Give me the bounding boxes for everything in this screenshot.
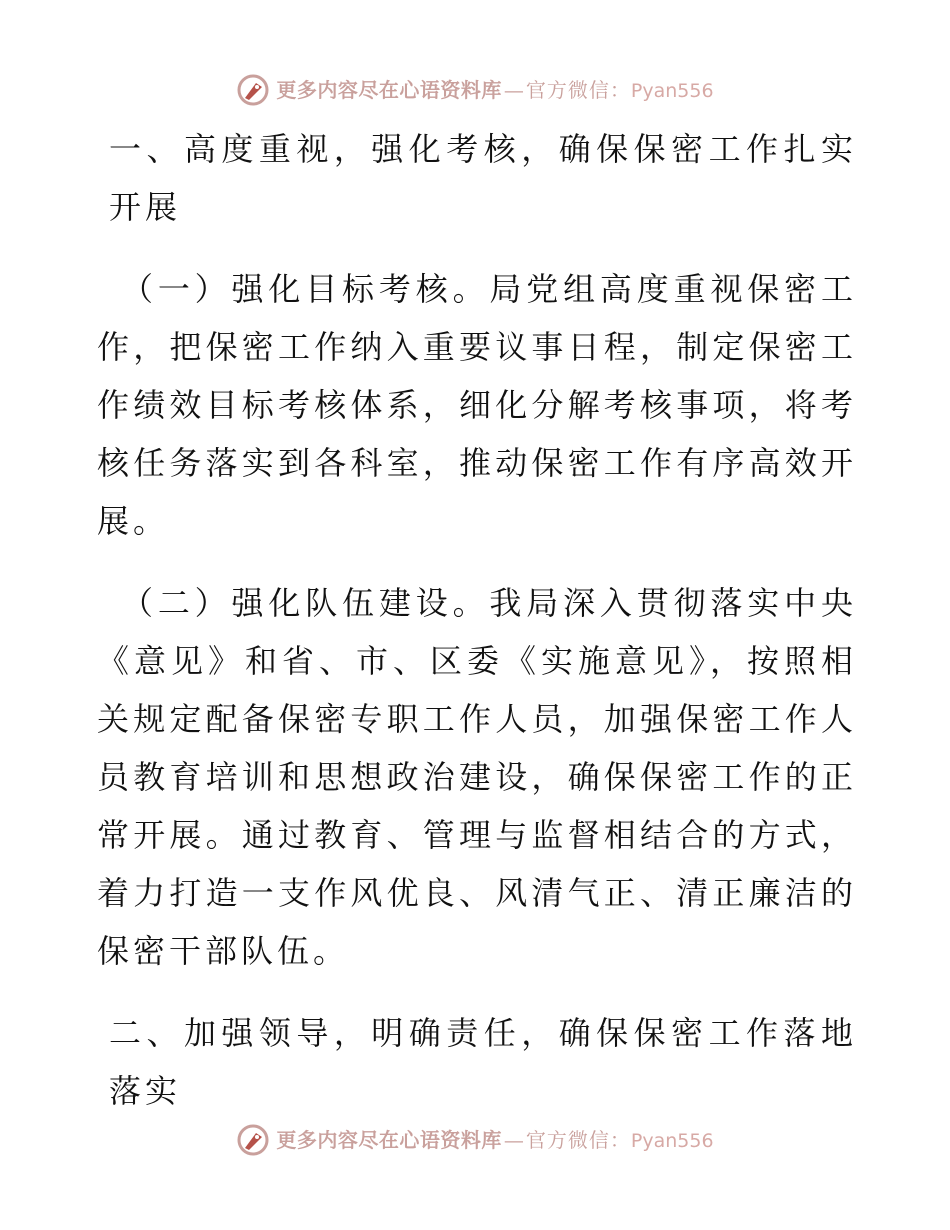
watermark-separator: — <box>503 77 524 102</box>
header-watermark <box>0 70 950 110</box>
pen-nib-circle-icon <box>236 1123 270 1157</box>
section-heading-1: 一、高度重视，强化考核，确保保密工作扎实开展 <box>109 130 857 226</box>
watermark-brand: 更多内容尽在心语资料库 <box>276 77 502 102</box>
watermark-wechat-id: Pyan556 <box>630 1129 714 1152</box>
watermark-separator: — <box>503 1127 524 1152</box>
paragraph-gap <box>97 980 857 1004</box>
watermark-brand: 更多内容尽在心语资料库 <box>276 1127 502 1152</box>
section-heading-2: 二、加强领导，明确责任，确保保密工作落地落实 <box>109 1014 857 1110</box>
watermark-text <box>276 77 714 102</box>
watermark-wechat-id: Pyan556 <box>630 79 714 102</box>
watermark-label: 官方微信： <box>525 1127 631 1152</box>
watermark-text <box>276 1127 714 1152</box>
watermark-label: 官方微信： <box>525 77 631 102</box>
pen-nib-circle-icon <box>236 73 270 107</box>
paragraph-gap <box>97 236 857 260</box>
footer-watermark <box>0 1120 950 1160</box>
paragraph-1: （一）强化目标考核。局党组高度重视保密工作，把保密工作纳入重要议事日程，制定保密工作绩效目标考核体系，细化分解考核事项，将考核任务落实到各科室，推动保密工作有序高效开展。 <box>97 270 857 540</box>
paragraph-2: （二）强化队伍建设。我局深入贯彻落实中央《意见》和省、市、区委《实施意见》，按照相关规定配备保密专职工作人员，加强保密工作人员教育培训和思想政治建设，确保保密工作的正常开展。通过教育、管理与监督相结合的方式，着力打造一支作风优良、风清气正、清正廉洁的保密干部队伍。 <box>97 584 857 970</box>
document-body <box>97 120 857 1120</box>
paragraph-gap <box>97 550 857 574</box>
